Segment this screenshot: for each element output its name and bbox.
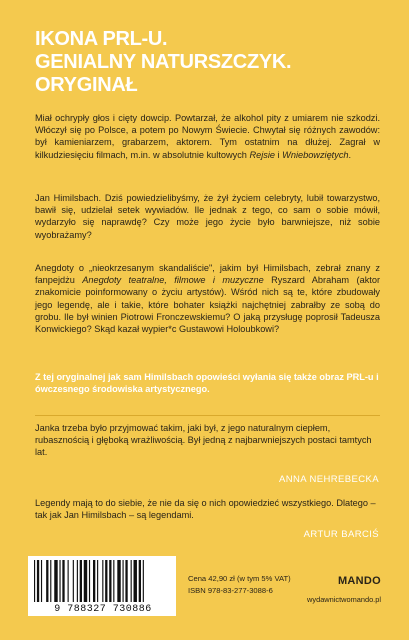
fanpage-title: Anegdoty teatralne, filmowe i muzyczne [82,275,264,286]
paragraph-intro [35,112,380,161]
publisher-url: wydawnictwomando.pl [307,595,381,604]
publisher-logo: MANDO [337,575,381,587]
blurb-author-2: ARTUR BARCIŚ [303,529,379,540]
paragraph-anecdotes-start: Anegdoty o „nieokrzesanym skandaliście", jakim był Himilsbach, zebrał znany z fanpejdżu [35,263,380,286]
headline-line-2: GENIALNY NATURSZCZYK. [35,51,292,73]
paragraph-celebrity: Jan Himilsbach. Dziś powiedzielibyśmy, że żył życiem celebryty, lubił towarzystwo, bawił się, udzielał setek wywiadów. Ile jednak z tego, co sam o sobie mówił, wydarzyło się naprawdę? Czy może jego życie było barwniejsze, niż sobie wyobrażamy? [35,193,380,240]
headline-line-1: IKONA PRL-U. [35,28,168,50]
paragraph-intro-conj: i [275,149,283,160]
isbn-barcode [28,556,176,616]
blurb-quote-2: Legendy mają to do siebie, że nie da się o nich opowiedzieć wszystkiego. Dlatego – tak jak Jan Himilsbach – są legendami. [35,498,376,521]
film-title-wniebowzieci: Wniebowziętych [282,149,349,160]
film-title-rejs: Rejsie [249,149,275,160]
section-divider [35,415,380,416]
blurb-quote-1: Janka trzeba było przyjmować takim, jaki był, z jego naturalnym ciepłem, rubasznością i głęboką wrażliwością. Był jedną z najbarwniejszych postaci tamtych lat. [35,423,372,458]
price-block [188,573,291,597]
paragraph-anecdotes [35,262,380,335]
paragraph-anecdotes-end: Ryszard Abraham (aktor znakomicie poinformowany o życiu artystów). Wśród nich są te, które zbudowały jego legendę, ale i takie, które bohater książki najchętniej zabrałby ze sobą do grobu. Ile był winien Piotrowi Fronczewskiemu? O jaką przysługę poprosił Tadeusza Konwickiego? Skąd kazał wypier*c Gustawowi Holoubkowi? [35,275,381,335]
isbn-text: ISBN 978-83-277-3088-6 [188,586,273,595]
price-text: Cena 42,90 zł (w tym 5% VAT) [188,574,291,583]
barcode-bars [34,560,170,602]
blurb-author-1: ANNA NEHREBECKA [279,474,379,485]
highlight-summary: Z tej oryginalnej jak sam Himilsbach opowieści wyłania się także obraz PRL-u i ówczesnego środowiska artystycznego. [35,372,379,395]
barcode-number: 9 788327 730886 [54,604,152,615]
paragraph-intro-end: . [348,149,352,160]
headline-line-3: ORYGINAŁ [35,74,138,96]
headline [35,28,375,97]
paragraph-intro-text: Miał ochrypły głos i cięty dowcip. Powtarzał, że alkohol pity z umiarem nie szkodzi. Włóczył się po Polsce, a potem po Nowym Świecie. Chwytał się różnych zawodów: był kamieniarzem, grabarzem, aktorem. Tym ostatnim na dłużej. Zagrał w kilkudziesięciu filmach, m.in. w absolutnie kultowych [35,113,380,160]
